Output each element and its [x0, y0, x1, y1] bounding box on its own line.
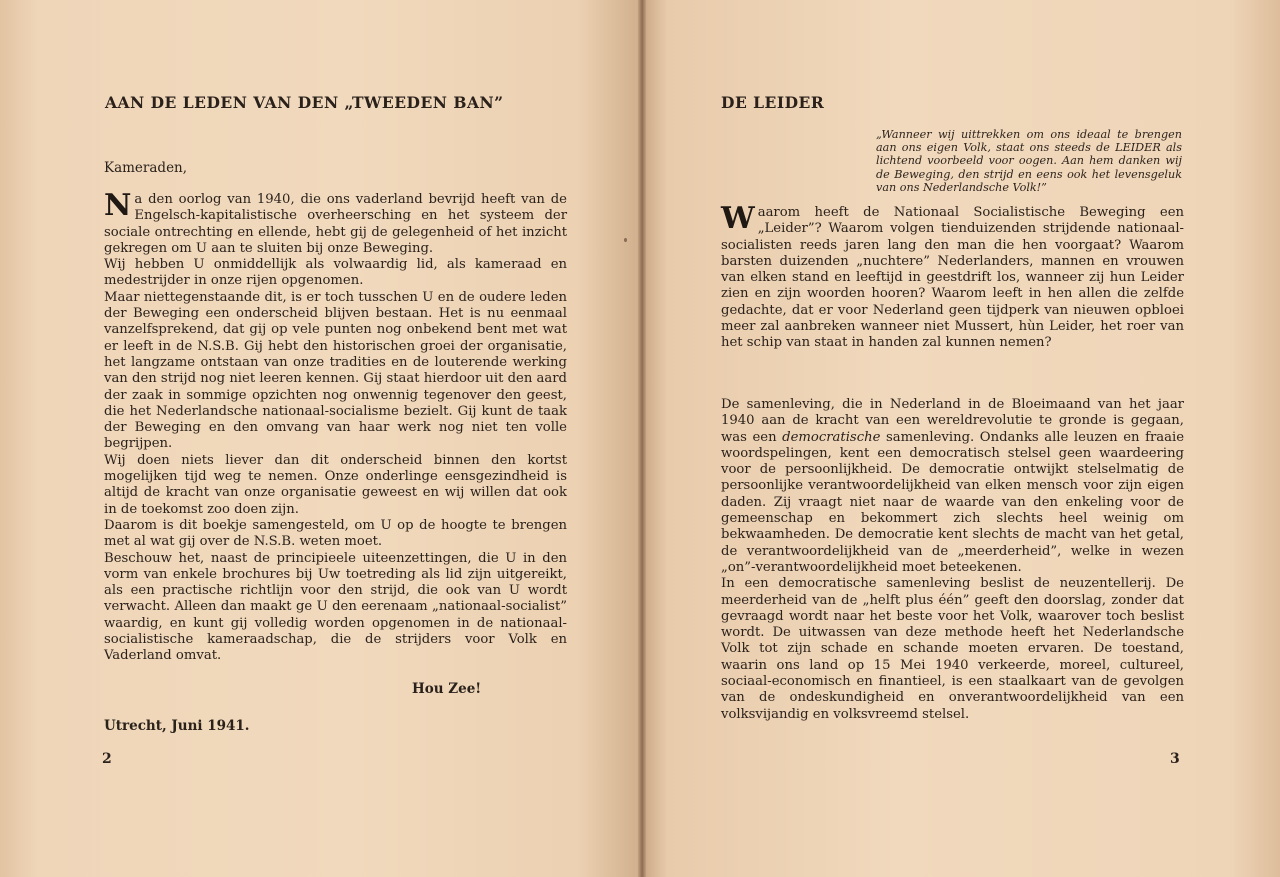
drop-cap: N — [104, 188, 132, 223]
drop-cap: W — [721, 201, 755, 236]
left-body-text — [104, 188, 567, 665]
salutation: Kameraden, — [104, 160, 188, 176]
paragraph-text: a den oorlog van 1940, die ons vaderland bevrijd heeft van de Engelsch-kapitalistische overheersching en het systeem der sociale ontrechting en ellende, hebt gij de gelegenheid of het inzicht gekregen om U aan te sluiten bij onze Beweging. — [104, 192, 567, 256]
paragraph-text: De samenleving, die in Nederland in de Bloeimaand van het jaar 1940 aan de kracht van een wereldrevolutie te gronde is gegaan, was een — [721, 397, 1184, 445]
paragraph — [721, 397, 1184, 576]
page-number: 3 — [1170, 751, 1180, 767]
closing-greeting: Hou Zee! — [412, 681, 482, 697]
paper-spot — [624, 238, 627, 242]
paragraph: Beschouw het, naast de principieele uiteenzettingen, die U in den vorm van enkele brochures bij Uw toetreding als lid zijn uitgereikt, als een practische richtlijn voor den strijd, die ook van U wordt verwacht. Alleen dan maakt ge U den eerenaam „nationaal-socialist” waardig, en kunt gij volledig worden opgenomen in de nationaal-socialistische kameraadschap, die de strijders voor Volk en Vaderland omvat. — [104, 550, 567, 664]
paragraph: Daarom is dit boekje samengesteld, om U op de hoogte te brengen met al wat gij over de N.S.B. weten moet. — [104, 517, 567, 550]
emphasis-text: democratische — [782, 429, 881, 445]
book-gutter — [638, 0, 646, 877]
paragraph — [721, 201, 1184, 352]
paragraph: In een democratische samenleving beslist de neuzentellerij. De meerderheid van de „helft plus één” geeft den doorslag, zonder dat gevraagd wordt naar het beste voor het Volk, waarover toch beslist wordt. De uitwassen van deze methode heeft het Nederlandsche Volk tot zijn schade en schande moeten ervaren. De toestand, waarin ons land op 15 Mei 1940 verkeerde, moreel, cultureel, sociaal-economisch en finantieel, is een staalkaart van de gevolgen van de ondeskundigheid en onverantwoordelijkheid van een volksvijandig en volksvreemd stelsel. — [721, 576, 1184, 722]
intro-paragraph — [721, 201, 1184, 352]
democracy-section — [721, 397, 1184, 723]
paragraph: Maar niettegenstaande dit, is er toch tusschen U en de oudere leden der Beweging een onderscheid blijven bestaan. Het is nu eenmaal vanzelfsprekend, dat gij op vele punten nog onbekend bent met wat er leeft in de N.S.B. Gij hebt den historischen groei der organisatie, het langzame ontstaan van onze tradities en de louterende werking van den strijd nog niet leeren kennen. Gij staat hierdoor uit den aard der zaak in sommige opzichten nog onwennig tegenover den geest, die het Nederlandsche nationaal-socialisme bezielt. Gij kunt de taak der Beweging en den omvang van haar werk nog niet ten volle begrijpen. — [104, 289, 567, 452]
page-number: 2 — [102, 751, 112, 767]
dateline: Utrecht, Juni 1941. — [104, 718, 250, 734]
paragraph: Wij doen niets liever dan dit onderscheid binnen den kortst mogelijken tijd weg te nemen. Onze onderlinge eensgezindheid is altijd de kracht van onze organisatie geweest en wij willen dat ook in de toekomst zoo doen zijn. — [104, 452, 567, 517]
right-page-title: DE LEIDER — [721, 93, 825, 112]
right-page — [642, 0, 1280, 877]
paragraph: Wij hebben U onmiddellijk als volwaardig lid, als kameraad en medestrijder in onze rijen opgenomen. — [104, 257, 567, 289]
paragraph-text: aarom heeft de Nationaal Socialistische Beweging een „Leider”? Waarom volgen tienduizenden strijdende nationaal-socialisten reeds jaren lang den man die hen voorgaat? Waarom barsten duizenden „nuchtere” Nederlanders, mannen en vrouwen van elken stand en leeftijd in geestdrift los, wanneer zij hun Leider zien en zijn woorden hooren? Waarom leeft in hen allen die zelfde gedachte, dat er voor Nederland geen tijdperk van nieuwen opbloei meer zal aanbreken wanneer niet Mussert, hùn Leider, het roer van het schip van staat in handen zal kunnen nemen? — [721, 205, 1184, 351]
epigraph-quote: „Wanneer wij uittrekken om ons ideaal te brengen aan ons eigen Volk, staat ons steeds de LEIDER als lichtend voorbeeld voor oogen. Aan hem danken wij de Beweging, den strijd en eens ook het levensgeluk van ons Nederlandsche Volk!” — [876, 128, 1182, 194]
paragraph — [104, 188, 567, 257]
left-page-title: AAN DE LEDEN VAN DEN „TWEEDEN BAN” — [105, 93, 504, 112]
paragraph-text: samenleving. Ondanks alle leuzen en fraaie woordspelingen, kent een democratisch stelsel geen waardeering voor de persoonlijkheid. De democratie ontwijkt stelselmatig de persoonlijke verantwoordelijkheid van elken mensch voor zijn eigen daden. Zij vraagt niet naar de waarde van den enkeling voor de gemeenschap en bekommert zich slechts heel weinig om bekwaamheden. De democratie kent slechts de macht van het getal, de verantwoordelijkheid van de „meerderheid”, welke in wezen „on”-verantwoordelijkheid moet beteekenen. — [721, 429, 1185, 575]
